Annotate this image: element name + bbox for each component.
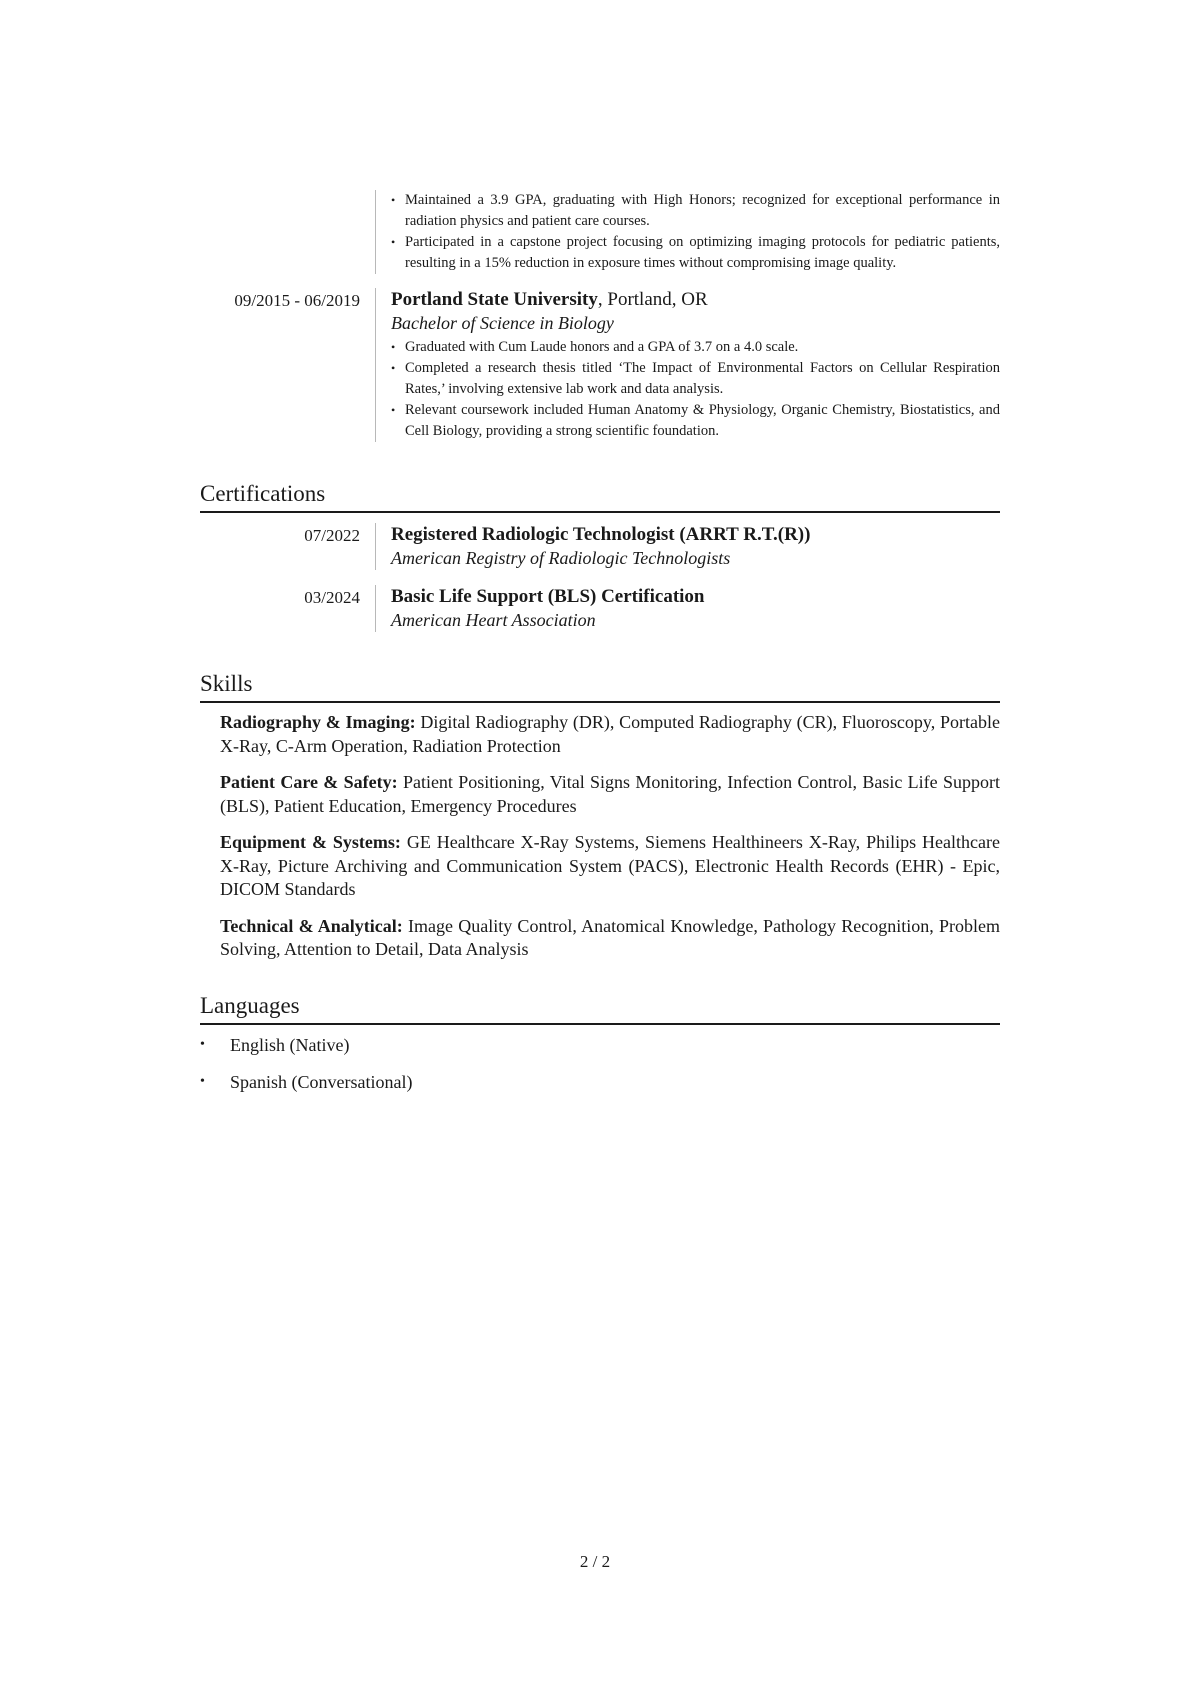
certification-title-text: Registered Radiologic Technologist (ARRT R.T.(R)) [391,524,811,545]
bullet-item: • Participated in a capstone project focusing on optimizing imaging protocols for pediatric patients, resulting in a 15% reduction in exposure times without compromising image quality. [391,232,1000,274]
skill-label: Patient Care & Safety: [220,772,398,792]
entry-title [391,288,1000,312]
skill-text: Image Quality Control, Anatomical Knowledge, Pathology Recognition, Problem Solving, Attention to Detail, Data Analysis [220,915,1000,959]
skill-item [220,771,1000,818]
bullet-list [391,337,1000,442]
bullet-item: • Relevant coursework included Human Anatomy & Physiology, Organic Chemistry, Biostatistics, and Cell Biology, providing a strong scientific foundation. [391,400,1000,442]
bullet-list [391,190,1000,274]
skills-list [200,703,1000,962]
entry-body [376,288,1000,442]
skill-label: Radiography & Imaging: [220,712,416,732]
bullet-item: • Graduated with Cum Laude honors and a GPA of 3.7 on a 4.0 scale. [391,337,1000,358]
certifications-heading: Certifications [200,480,1000,513]
entry-body [376,523,1000,570]
skill-item [220,711,1000,758]
bullet-item: • Maintained a 3.9 GPA, graduating with High Honors; recognized for exceptional performance in radiation physics and patient care courses. [391,190,1000,232]
certification-title [391,523,1000,547]
skill-text: Patient Positioning, Vital Signs Monitoring, Infection Control, Basic Life Support (BLS), Patient Education, Emergency Procedures [220,772,1000,816]
certification-title [391,585,1000,609]
skill-item [220,915,1000,962]
entry-date: 03/2024 [304,588,360,607]
entry-date: 09/2015 - 06/2019 [234,291,360,310]
entry-body [376,190,1000,274]
certification-entry [200,523,1000,570]
certification-entry [200,585,1000,632]
skills-heading: Skills [200,670,1000,703]
language-item: • Spanish (Conversational) [200,1070,1000,1094]
entry-date: 07/2022 [304,526,360,545]
skill-text: Digital Radiography (DR), Computed Radiography (CR), Fluoroscopy, Portable X-Ray, C-Arm Operation, Radiation Protection [220,712,1000,756]
certification-issuer: American Heart Association [391,610,596,630]
institution-location: , Portland, OR [597,289,708,310]
skill-label: Technical & Analytical: [220,915,403,936]
language-item: • English (Native) [200,1033,1000,1057]
languages-heading: Languages [200,992,1000,1025]
page-number: 2 / 2 [579,1552,611,1571]
degree-name: Bachelor of Science in Biology [391,313,614,333]
education-entry-continued [200,190,1000,274]
skill-item [220,831,1000,902]
languages-list [200,1025,1000,1094]
skill-text: GE Healthcare X-Ray Systems, Siemens Healthineers X-Ray, Philips Healthcare X-Ray, Picture Archiving and Communication System (PACS), Electronic Health Records (EHR) - Epic, DICOM Standards [220,832,1000,899]
institution-name: Portland State University [391,289,598,310]
entry-date-empty [200,190,375,274]
skill-label: Equipment & Systems: [220,832,401,852]
entry-body [376,585,1000,632]
bullet-item: • Completed a research thesis titled ‘The Impact of Environmental Factors on Cellular Respiration Rates,’ involving extensive lab work and data analysis. [391,358,1000,400]
education-entry-psu [200,288,1000,442]
certification-title-text: Basic Life Support (BLS) Certification [391,586,705,607]
certification-issuer: American Registry of Radiologic Technologists [391,548,731,568]
resume-page [200,190,1000,1107]
